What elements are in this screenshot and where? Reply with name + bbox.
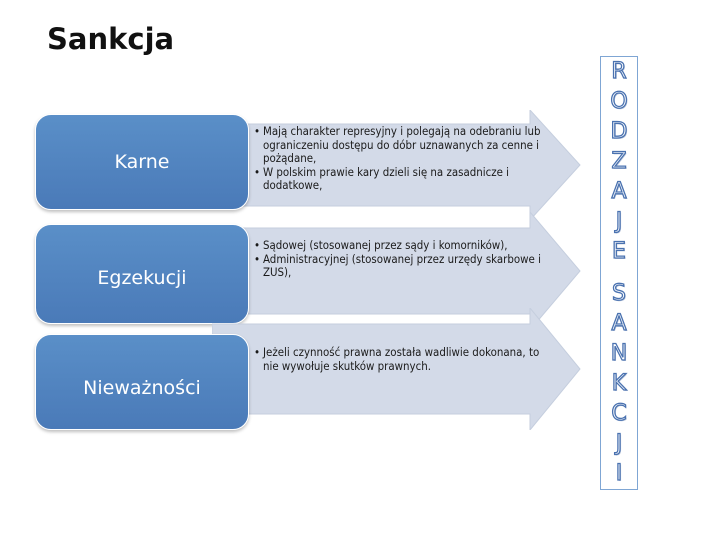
bullet-item: • Sądowej (stosowanej przez sądy i komorników),: [254, 239, 549, 253]
vertical-letter: A: [611, 179, 627, 204]
bullet-list: [254, 125, 549, 193]
category-box-karne: [35, 114, 249, 210]
vertical-letter: N: [610, 341, 628, 366]
vertical-letter: E: [612, 239, 626, 264]
vertical-letter: J: [615, 431, 623, 456]
vertical-label-box: [600, 56, 638, 490]
bullet-item: • Jeżeli czynność prawna została wadliwie dokonana, to nie wywołuje skutków prawnych.: [254, 346, 549, 373]
vertical-letter: C: [611, 401, 627, 426]
vertical-letter: Z: [611, 149, 627, 174]
vertical-letter: K: [611, 371, 627, 396]
vertical-letter: S: [612, 281, 626, 306]
vertical-letter: O: [610, 89, 628, 114]
vertical-letter: J: [615, 209, 623, 234]
bullet-list: [254, 239, 549, 280]
vertical-letter: I: [615, 461, 623, 486]
category-label: Egzekucji: [97, 267, 187, 289]
page-title: Sankcja: [47, 22, 175, 56]
vertical-letter: D: [610, 119, 628, 144]
vertical-letter: R: [611, 59, 627, 84]
bullet-list: [254, 346, 549, 373]
category-label: Karne: [114, 151, 170, 173]
bullet-item: • Administracyjnej (stosowanej przez urzędy skarbowe i ZUS),: [254, 253, 549, 280]
bullet-item: • W polskim prawie kary dzieli się na zasadnicze i dodatkowe,: [254, 166, 549, 193]
bullet-item: • Mają charakter represyjny i polegają na odebraniu lub ograniczeniu dostępu do dóbr uznawanych za cenne i pożądane,: [254, 125, 549, 166]
vertical-letter: A: [611, 311, 627, 336]
category-label: Nieważności: [83, 377, 201, 399]
category-box-niewaznosci: [35, 334, 249, 430]
